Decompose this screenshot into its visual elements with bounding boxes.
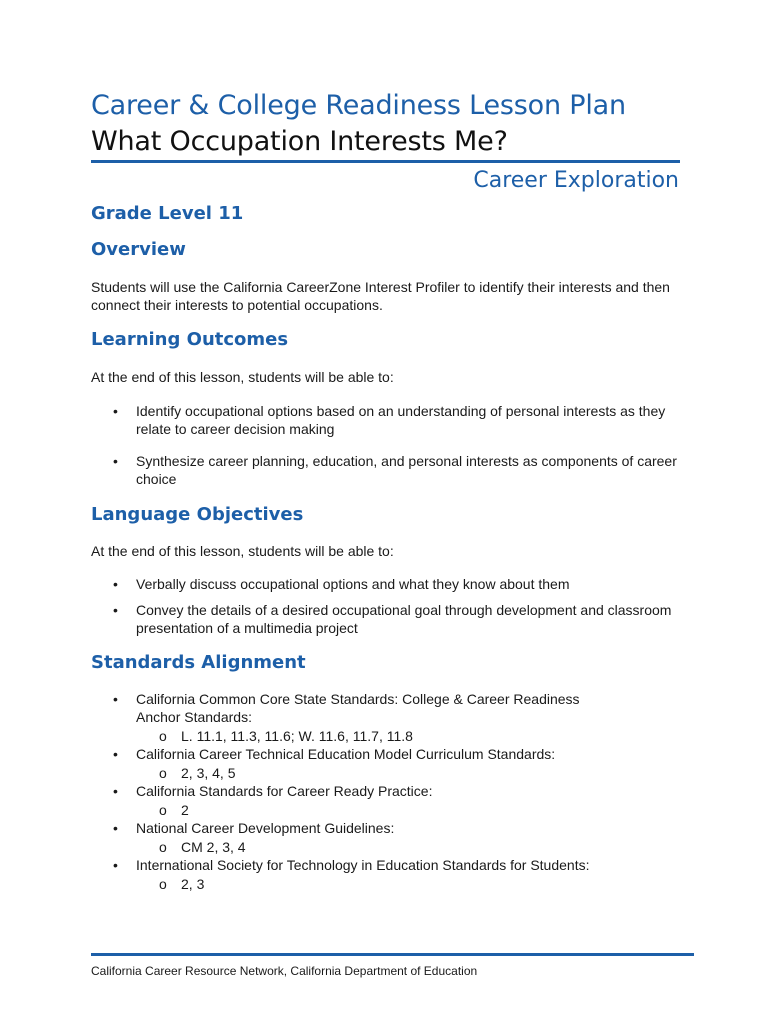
- standard-item: National Career Development Guidelines:: [136, 820, 395, 836]
- category-label: Career Exploration: [473, 168, 679, 193]
- sub-bullet-icon: o: [159, 876, 167, 892]
- standard-item: California Career Technical Education Model Curriculum Standards:: [136, 746, 556, 762]
- learning-outcomes-heading: Learning Outcomes: [91, 329, 289, 350]
- overview-heading: Overview: [91, 239, 186, 260]
- standard-item: California Standards for Career Ready Practice:: [136, 783, 433, 799]
- bullet-icon: •: [113, 746, 118, 762]
- sub-bullet-icon: o: [159, 839, 167, 855]
- language-objectives-heading: Language Objectives: [91, 504, 304, 525]
- bullet-icon: •: [113, 820, 118, 836]
- standards-alignment-heading: Standards Alignment: [91, 652, 306, 673]
- learning-outcome-item: Synthesize career planning, education, and personal interests as components of career choice: [136, 453, 677, 487]
- standard-item: California Common Core State Standards: College & Career Readiness Anchor Standards:: [136, 691, 580, 725]
- standard-detail: 2: [181, 802, 189, 818]
- bullet-icon: •: [113, 783, 118, 799]
- document-subtitle-question: What Occupation Interests Me?: [91, 126, 508, 157]
- sub-bullet-icon: o: [159, 728, 167, 744]
- bullet-icon: •: [113, 857, 118, 873]
- footer-text: California Career Resource Network, California Department of Education: [91, 964, 478, 978]
- language-objective-item: Verbally discuss occupational options and what they know about them: [136, 576, 570, 592]
- standard-detail: 2, 3, 4, 5: [181, 765, 236, 781]
- overview-text: Students will use the California CareerZone Interest Profiler to identify their interests and then connect their interests to potential occupations.: [91, 279, 670, 313]
- footer-divider: [91, 953, 694, 956]
- document-title: Career & College Readiness Lesson Plan: [91, 90, 626, 121]
- standard-detail: L. 11.1, 11.3, 11.6; W. 11.6, 11.7, 11.8: [181, 728, 413, 744]
- language-objectives-intro: At the end of this lesson, students will be able to:: [91, 543, 394, 559]
- standard-item: International Society for Technology in Education Standards for Students:: [136, 857, 590, 873]
- bullet-icon: •: [113, 576, 118, 592]
- standard-detail: 2, 3: [181, 876, 205, 892]
- learning-outcomes-intro: At the end of this lesson, students will be able to:: [91, 369, 394, 385]
- bullet-icon: •: [113, 403, 118, 419]
- standard-detail: CM 2, 3, 4: [181, 839, 246, 855]
- header-divider: [91, 160, 680, 163]
- language-objective-item: Convey the details of a desired occupational goal through development and classroom presentation of a multimedia project: [136, 602, 672, 636]
- bullet-icon: •: [113, 691, 118, 707]
- bullet-icon: •: [113, 602, 118, 618]
- bullet-icon: •: [113, 453, 118, 469]
- sub-bullet-icon: o: [159, 802, 167, 818]
- grade-level-heading: Grade Level 11: [91, 203, 244, 224]
- learning-outcome-item: Identify occupational options based on an understanding of personal interests as they relate to career decision making: [136, 403, 666, 437]
- sub-bullet-icon: o: [159, 765, 167, 781]
